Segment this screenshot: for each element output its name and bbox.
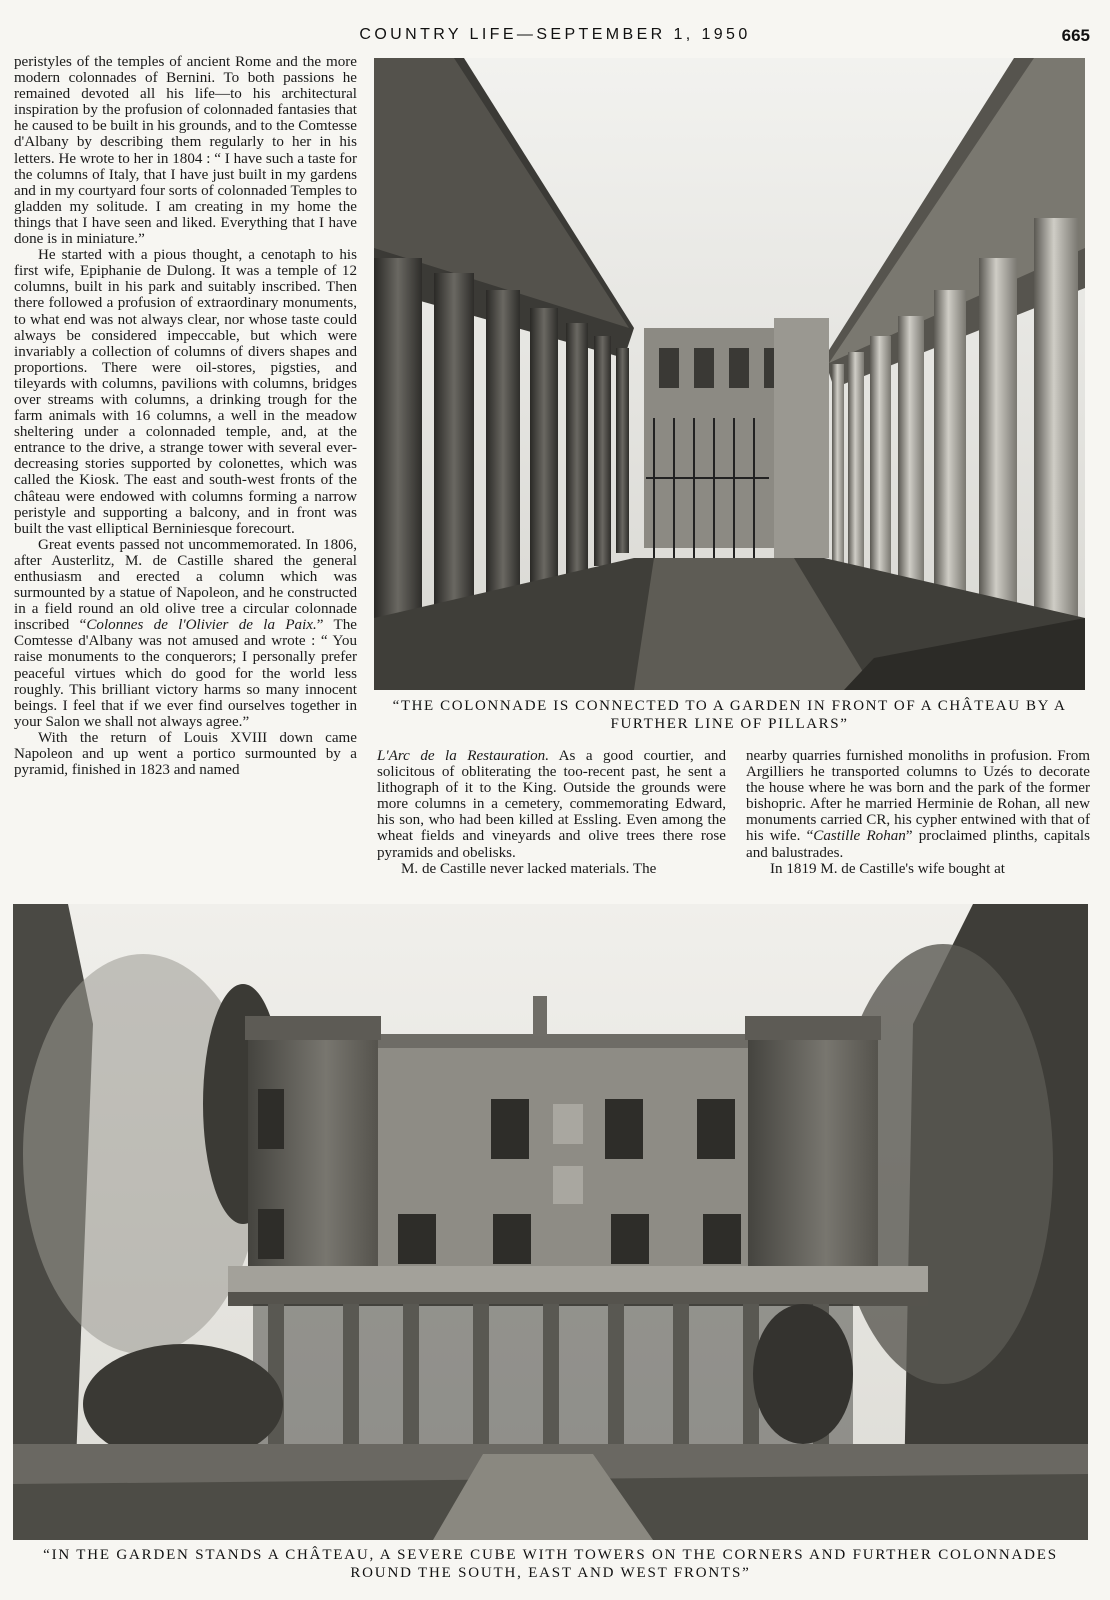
paragraph: Great events passed not uncommemorated. In 1806, after Austerlitz, M. de Castille shared the general enthusiasm and erected a column which was surmounted by a statue of Napoleon, and he constructed in a field round an old olive tree a circular colonnade inscribed “Colonnes de l'Olivier de la Paix.” The Comtesse d'Albany was not amused and wrote : “ You raise monuments to the conquerors; I personally prefer peaceful virtues which do good for the world less roughly. This brilliant victory harms so many innocent beings. I feel that if we ever find ourselves together in your Salon we shall not always agree.” xyxy=(14,536,357,730)
paragraph: L'Arc de la Restauration. As a good courtier, and solicitous of obliterating the too-recent past, he sent a lithograph of it to the King. Outside the grounds were more columns in a cemetery, commemorating Edward, his son, who had been killed at Essling. Even among the wheat fields and vineyards and olive trees there rose pyramids and obelisks. xyxy=(377,748,727,861)
photo-chateau xyxy=(13,904,1088,1540)
page-header xyxy=(0,24,1110,48)
article-column-right xyxy=(746,748,1090,877)
photo-colonnade xyxy=(374,58,1085,690)
paragraph: peristyles of the temples of ancient Rome and the more modern colonnades of Bernini. To both passions he remained devoted all his life—to his architectural inspiration by the profusion of colonnaded fantasies that he caused to be built in his grounds, and to the Comtesse d'Albany by describing them regularly to her in his letters. He wrote to her in 1804 : “ I have such a taste for the columns of Italy, that I have just built in my gardens and in my courtyard four sorts of colonnaded Temples to gladden my solitude. I am creating in my home the things that I have seen and liked. Everything that I have done is in miniature.” xyxy=(14,54,357,248)
paragraph: With the return of Louis XVIII down came Napoleon and up went a portico surmounted by a pyramid, finished in 1823 and named xyxy=(14,729,357,779)
caption-chateau: “IN THE GARDEN STANDS A CHÂTEAU, A SEVERE CUBE WITH TOWERS ON THE CORNERS AND FURTHER COLONNADES ROUND THE SOUTH, EAST AND WEST FRONTS” xyxy=(43,1547,1058,1581)
article-column-left xyxy=(14,54,357,778)
page-number: 665 xyxy=(1061,26,1090,45)
paragraph: In 1819 M. de Castille's wife bought at xyxy=(770,860,1005,877)
running-title: COUNTRY LIFE—SEPTEMBER 1, 1950 xyxy=(359,26,751,43)
paragraph: M. de Castille never lacked materials. The xyxy=(401,860,657,877)
article-column-middle xyxy=(377,748,726,877)
caption-colonnade: “THE COLONNADE IS CONNECTED TO A GARDEN IN FRONT OF A CHÂTEAU BY A FURTHER LINE OF PILLARS” xyxy=(392,698,1067,732)
paragraph: nearby quarries furnished monoliths in profusion. From Argilliers he transported columns to Uzés to decorate the house where he was born and the park of the former bishopric. After he married Herminie de Rohan, all new monuments carried CR, his cypher entwined with that of his wife. “Castille Rohan” proclaimed plinths, capitals and balustrades. xyxy=(746,748,1090,861)
paragraph: He started with a pious thought, a cenotaph to his first wife, Epiphanie de Dulong. It was a temple of 12 columns, built in his park and suitably inscribed. Then there followed a profusion of extraordinary monuments, to what end was not always clear, nor whose taste could always be considered impeccable, but which were invariably a collection of columns of divers shapes and proportions. There were oil-stores, pigsties, and tileyards with columns, pavilions with columns, bridges over streams with columns, a drinking trough for the farm animals with 16 columns, a well in the meadow sheltering under a colonnaded temple, and, at the entrance to the drive, a strange tower with several ever-decreasing stories supported by colonettes, which was called the Kiosk. The east and south-west fronts of the château were endowed with columns forming a narrow peristyle and supporting a balcony, and in front was built the vast elliptical Berniniesque forecourt. xyxy=(14,247,357,537)
